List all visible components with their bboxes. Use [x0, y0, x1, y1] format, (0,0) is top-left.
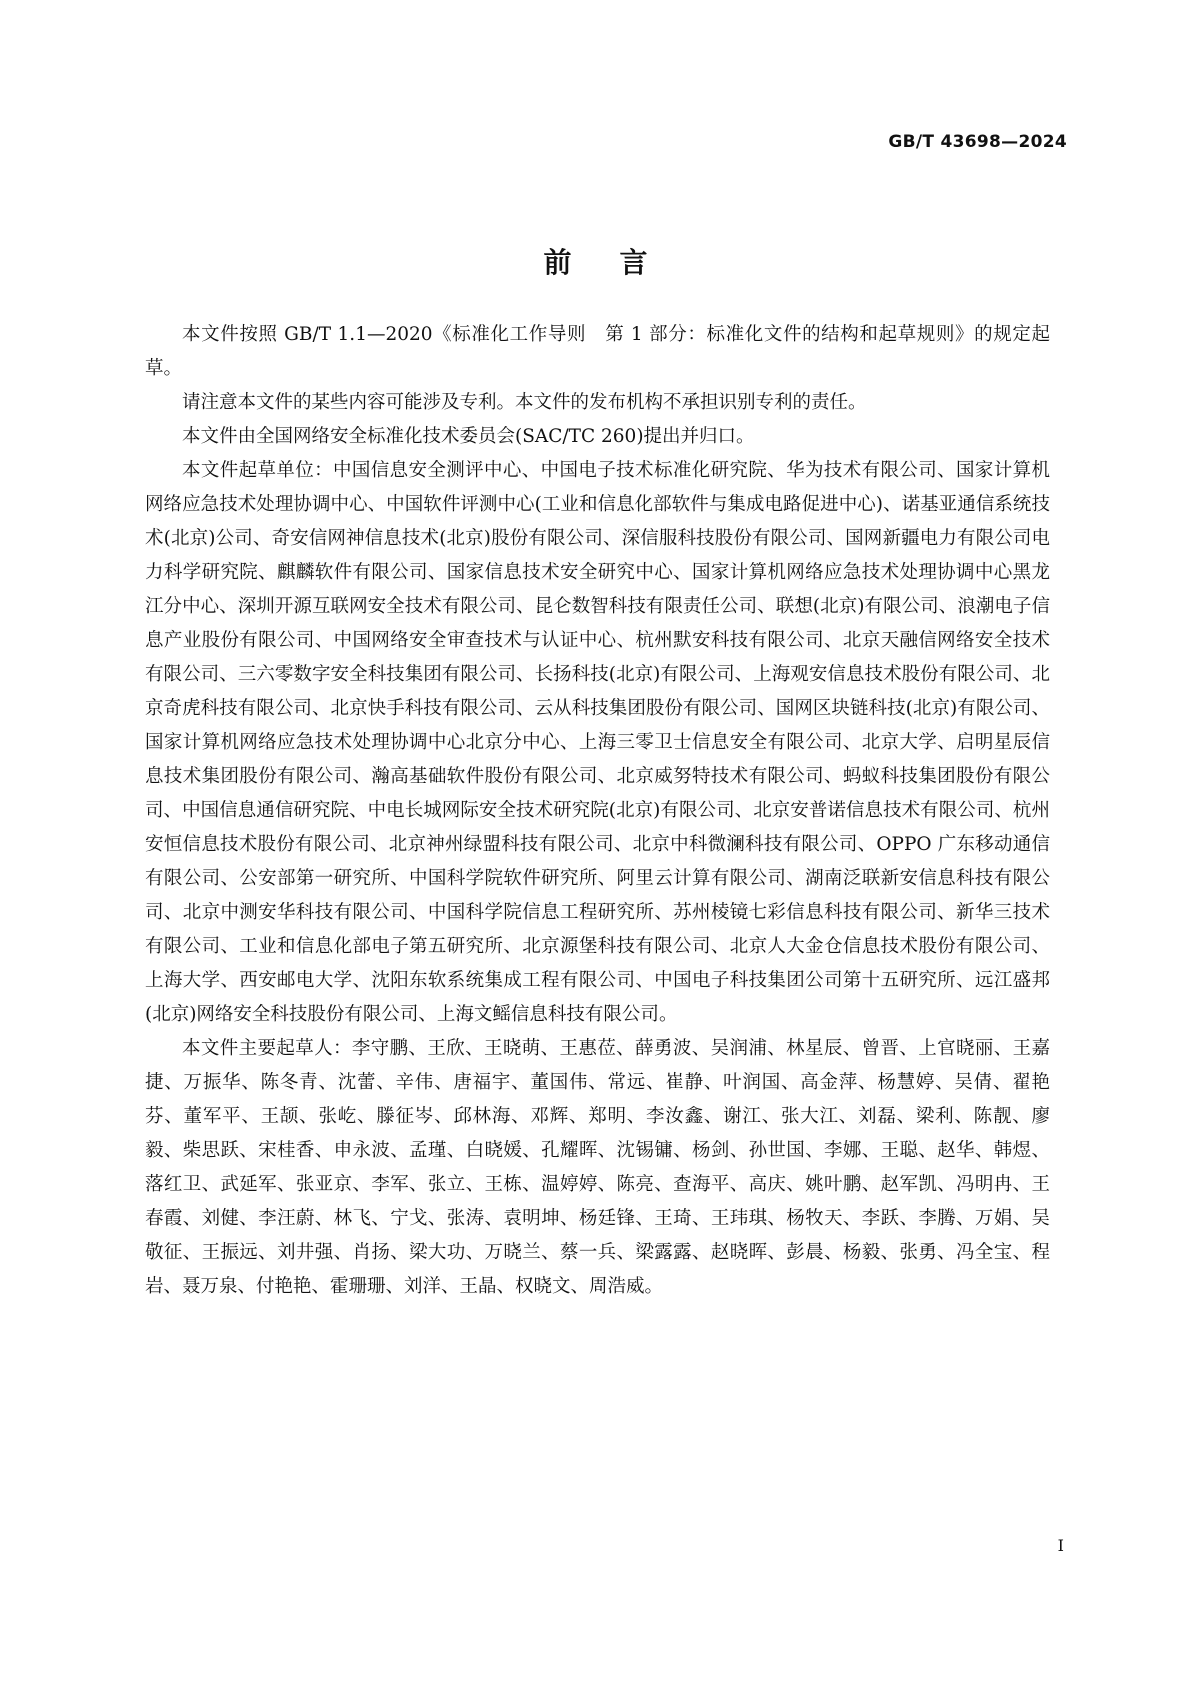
- page-number: I: [1057, 1536, 1064, 1555]
- paragraph-patent-notice: 请注意本文件的某些内容可能涉及专利。本文件的发布机构不承担识别专利的责任。: [182, 392, 867, 413]
- standard-number: GB/T 43698—2024: [888, 132, 1067, 152]
- paragraph-proposer: 本文件由全国网络安全标准化技术委员会(SAC/TC 260)提出并归口。: [182, 426, 755, 447]
- preface-body: [145, 318, 1050, 1304]
- paragraph-drafters: 本文件主要起草人：李守鹏、王欣、王晓萌、王惠莅、薛勇波、吴润浦、林星辰、曾晋、上官晓丽、王嘉捷、万振华、陈冬青、沈蕾、辛伟、唐福宇、董国伟、常远、崔静、叶润国、高金萍、杨慧婷、吴倩、翟艳芬、董军平、王颉、张屹、滕征岑、邱林海、邓辉、郑明、李汝鑫、谢江、张大江、刘磊、梁利、陈靓、廖毅、柴思跃、宋桂香、申永波、孟瑾、白晓媛、孔耀晖、沈锡镛、杨剑、孙世国、李娜、王聪、赵华、韩煜、落红卫、武延军、张亚京、李军、张立、王栋、温婷婷、陈亮、查海平、高庆、姚叶鹏、赵军凯、冯明冉、王春霞、刘健、李汪蔚、林飞、宁戈、张涛、袁明坤、杨廷锋、王琦、王玮琪、杨牧天、李跃、李腾、万娟、吴敬征、王振远、刘井强、肖扬、梁大功、万晓兰、蔡一兵、梁露露、赵晓晖、彭晨、杨毅、张勇、冯全宝、程岩、聂万泉、付艳艳、霍珊珊、刘洋、王晶、权晓文、周浩威。: [145, 1038, 1050, 1297]
- paragraph-drafting-rules: 本文件按照 GB/T 1.1—2020《标准化工作导则 第 1 部分：标准化文件的结构和起草规则》的规定起草。: [145, 324, 1050, 379]
- paragraph-drafting-organizations: 本文件起草单位：中国信息安全测评中心、中国电子技术标准化研究院、华为技术有限公司、国家计算机网络应急技术处理协调中心、中国软件评测中心(工业和信息化部软件与集成电路促进中心)、诺基亚通信系统技术(北京)公司、奇安信网神信息技术(北京)股份有限公司、深信服科技股份有限公司、国网新疆电力有限公司电力科学研究院、麒麟软件有限公司、国家信息技术安全研究中心、国家计算机网络应急技术处理协调中心黑龙江分中心、深圳开源互联网安全技术有限公司、昆仑数智科技有限责任公司、联想(北京)有限公司、浪潮电子信息产业股份有限公司、中国网络安全审查技术与认证中心、杭州默安科技有限公司、北京天融信网络安全技术有限公司、三六零数字安全科技集团有限公司、长扬科技(北京)有限公司、上海观安信息技术股份有限公司、北京奇虎科技有限公司、北京快手科技有限公司、云从科技集团股份有限公司、国网区块链科技(北京)有限公司、国家计算机网络应急技术处理协调中心北京分中心、上海三零卫士信息安全有限公司、北京大学、启明星辰信息技术集团股份有限公司、瀚高基础软件股份有限公司、北京威努特技术有限公司、蚂蚁科技集团股份有限公司、中国信息通信研究院、中电长城网际安全技术研究院(北京)有限公司、北京安普诺信息技术有限公司、杭州安恒信息技术股份有限公司、北京神州绿盟科技有限公司、北京中科微澜科技有限公司、OPPO 广东移动通信有限公司、公安部第一研究所、中国科学院软件研究所、阿里云计算有限公司、湖南泛联新安信息科技有限公司、北京中测安华科技有限公司、中国科学院信息工程研究所、苏州棱镜七彩信息科技有限公司、新华三技术有限公司、工业和信息化部电子第五研究所、北京源堡科技有限公司、北京人大金仓信息技术股份有限公司、上海大学、西安邮电大学、沈阳东软系统集成工程有限公司、中国电子科技集团公司第十五研究所、远江盛邦(北京)网络安全科技股份有限公司、上海文鳐信息科技有限公司。: [145, 460, 1050, 1025]
- page-title: 前言: [543, 245, 696, 279]
